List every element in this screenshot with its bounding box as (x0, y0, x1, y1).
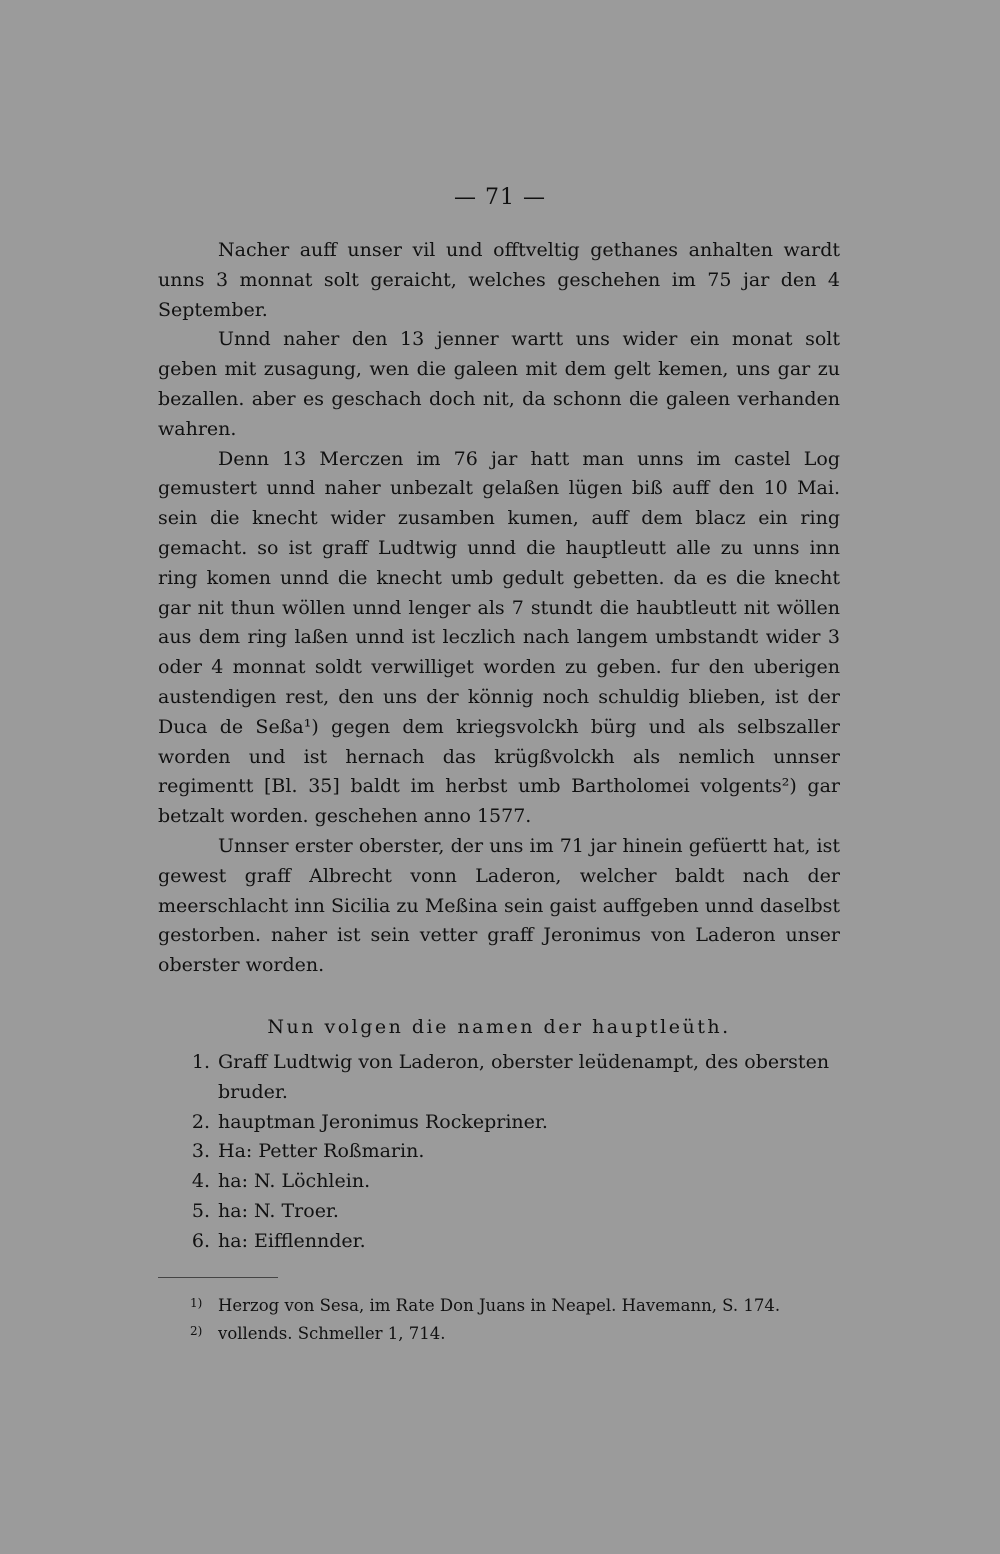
list-number: 6. (191, 1229, 210, 1252)
page-number: — 71 — (454, 185, 546, 210)
footnote-divider (158, 1277, 278, 1278)
footnote (190, 1320, 840, 1348)
footnote-mark: 2) (190, 1324, 203, 1338)
paragraph: Nacher auff unser vil und offtveltig gethanes anhalten wardt unns 3 monnat solt geraicht, welches geschehen im 75 jar den 4 September. (158, 239, 840, 321)
footnote (190, 1292, 840, 1320)
captains-list (158, 1048, 840, 1257)
body-text (158, 236, 840, 981)
paragraph: Unnd naher den 13 jenner wartt uns wider ein monat solt geben mit zusagung, wen die galeen mit dem gelt kemen, uns gar zu bezallen. aber es geschach doch nit, da schonn die galeen verhanden wahren. (158, 328, 840, 440)
paragraph: Denn 13 Merczen im 76 jar hatt man unns im castel Log gemustert unnd naher unbezalt gelaßen lügen biß auff den 10 Mai. sein die knecht wider zusamben kumen, auff dem blacz ein ring gemacht. so ist graff Ludtwig unnd die hauptleutt alle zu unns inn ring komen unnd die knecht umb gedult gebetten. da es die knecht gar nit thun wöllen unnd lenger als 7 stundt die haubtleutt nit wöllen aus dem ring laßen unnd ist leczlich nach langem umbstandt wider 3 oder 4 monnat soldt verwilliget worden zu geben. fur den uberigen austendigen rest, den uns der könnig noch schuldig blieben, ist der Duca de Seßa¹) gegen dem kriegsvolckh bürg und als selbszaller worden und ist hernach das krügßvolckh als nemlich unnser regimentt [Bl. 35] baldt im herbst umb Bartholomei volgents²) gar betzalt worden. geschehen anno 1577. (158, 447, 840, 828)
list-item (158, 1137, 840, 1167)
footnotes (190, 1292, 840, 1348)
section-heading: Nun volgen die namen der hauptleüth. (267, 1016, 731, 1038)
paragraph: Unnser erster oberster, der uns im 71 jar hinein gefüertt hat, ist gewest graff Albrecht vonn Laderon, welcher baldt nach der meerschlacht inn Sicilia zu Meßina sein gaist auffgeben unnd daselbst gestorben. naher ist sein vetter graff Jeronimus von Laderon unser oberster worden. (158, 834, 840, 977)
footnote-mark: 1) (190, 1296, 203, 1310)
list-text: Graff Ludtwig von Laderon, oberster leüdenampt, des obersten bruder. (218, 1051, 830, 1103)
list-item (158, 1108, 840, 1138)
list-number: 3. (191, 1140, 210, 1163)
list-number: 5. (191, 1199, 210, 1222)
footnote-text: vollends. Schmeller 1, 714. (218, 1324, 446, 1343)
list-item (158, 1167, 840, 1197)
list-item (158, 1048, 840, 1108)
list-text: Ha: Petter Roßmarin. (218, 1140, 425, 1163)
list-number: 2. (191, 1110, 210, 1133)
list-number: 4. (191, 1170, 210, 1193)
list-text: ha: Eifflennder. (218, 1229, 366, 1252)
list-text: ha: N. Troer. (218, 1199, 339, 1222)
list-number: 1. (191, 1051, 210, 1073)
list-text: hauptman Jeronimus Rockepriner. (218, 1110, 548, 1133)
list-item (158, 1197, 840, 1227)
list-item (158, 1227, 840, 1257)
footnote-text: Herzog von Sesa, im Rate Don Juans in Neapel. Havemann, S. 174. (218, 1296, 781, 1315)
list-text: ha: N. Löchlein. (218, 1170, 371, 1193)
